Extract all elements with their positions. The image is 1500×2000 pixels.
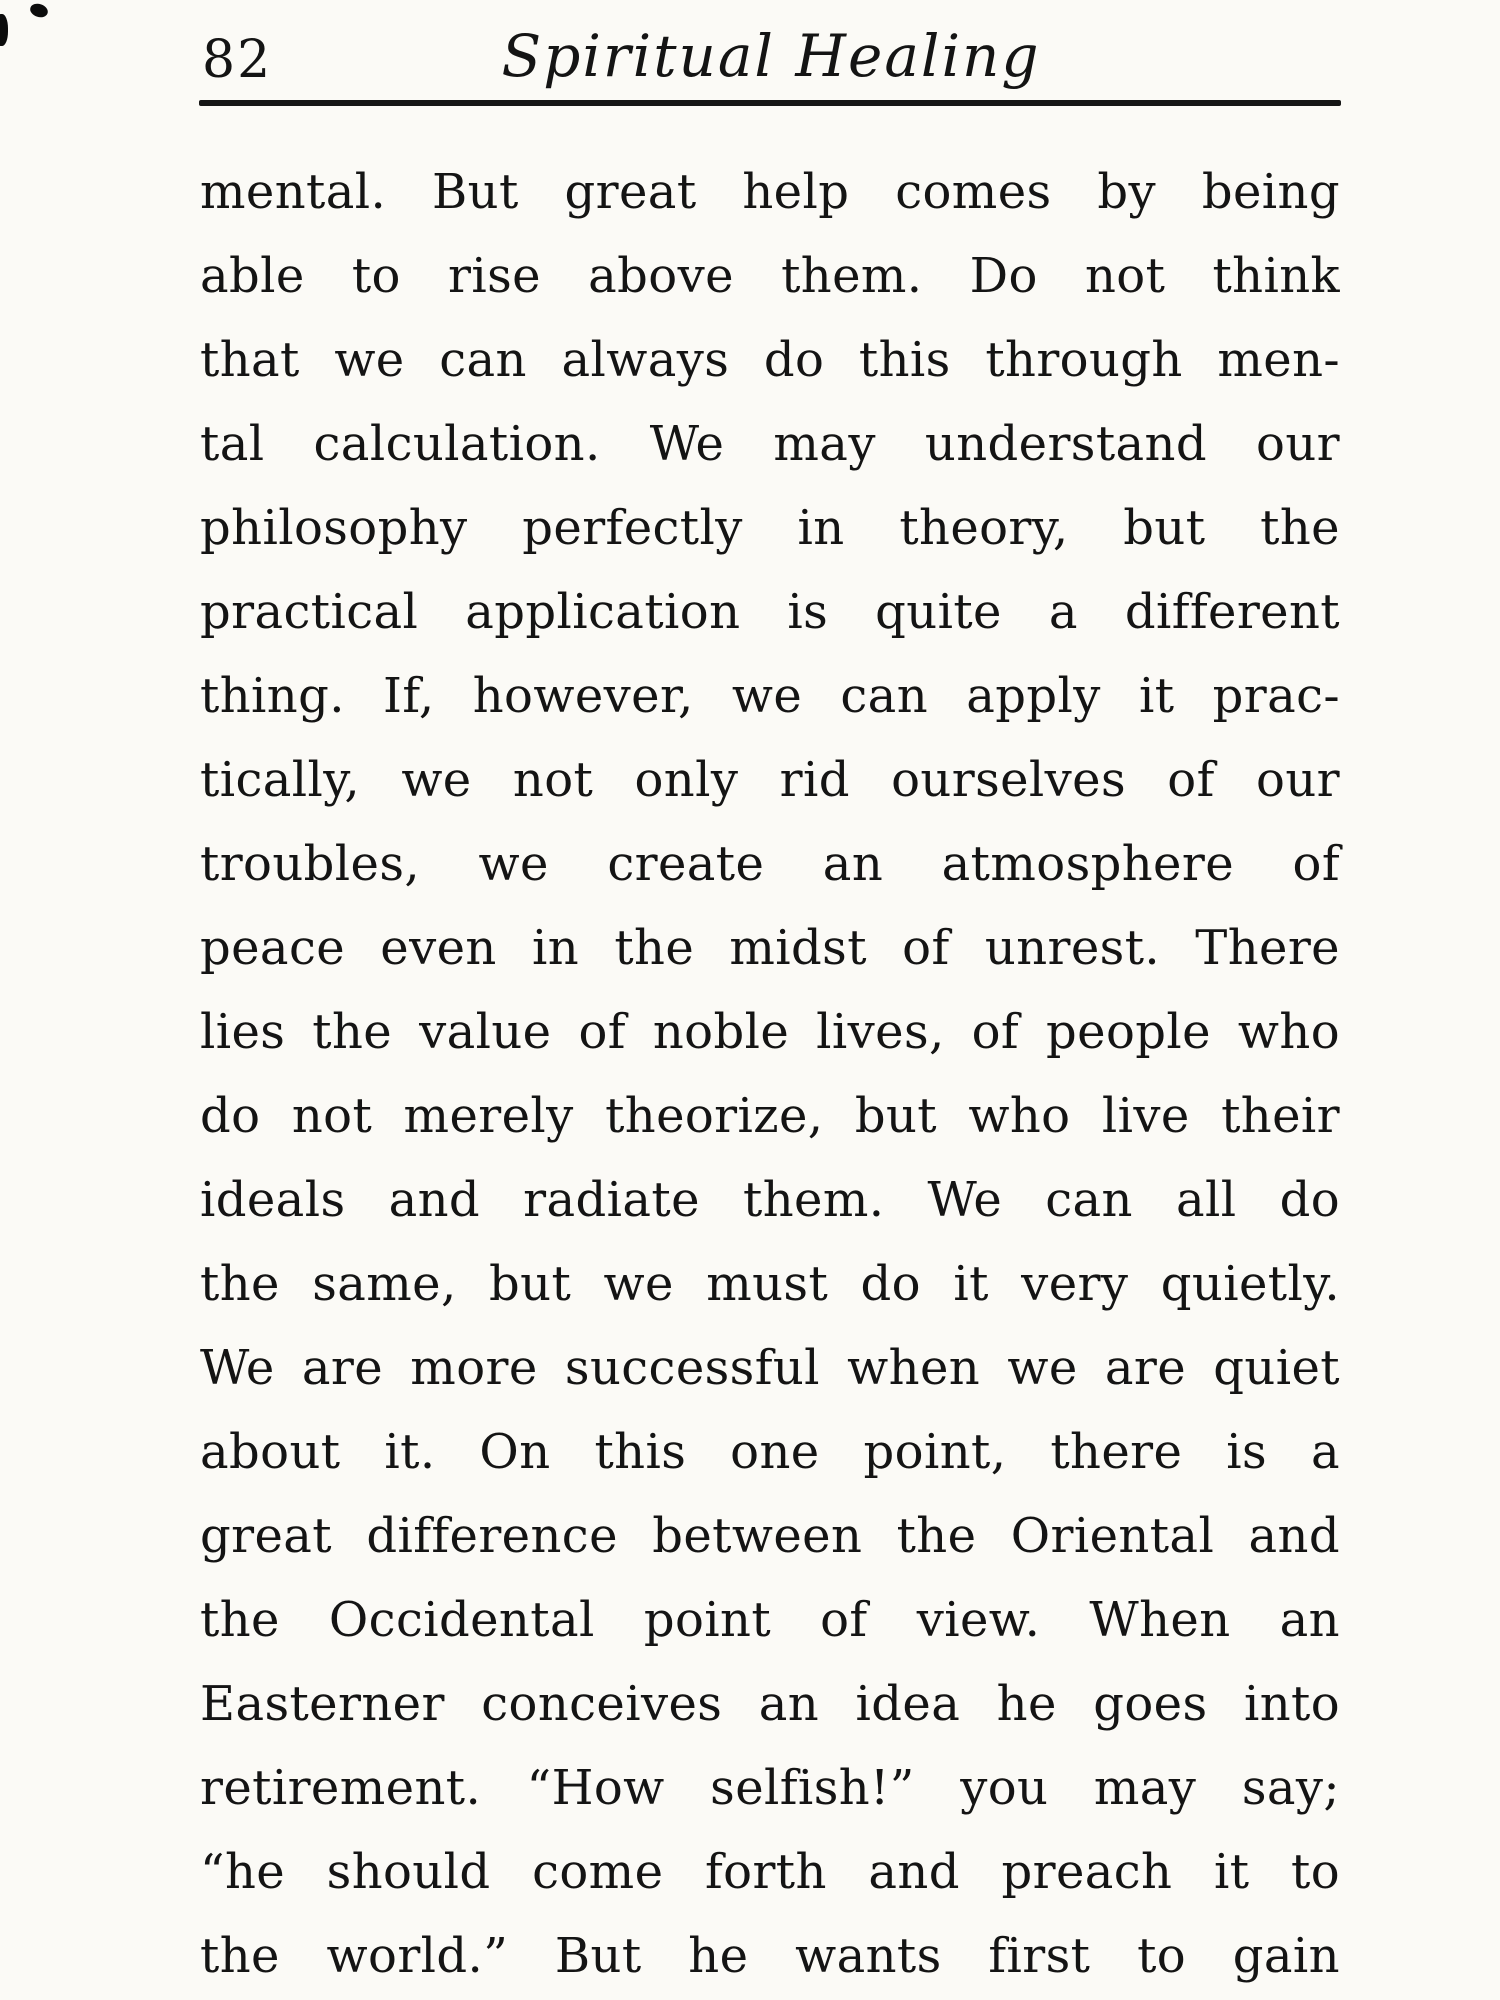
text-line: “he should come forth and preach it to: [200, 1844, 1340, 1900]
text-line: lies the value of noble lives, of people who: [200, 1004, 1340, 1060]
scan-artifact: [28, 2, 49, 20]
text-line: thing. If, however, we can apply it prac-: [200, 668, 1340, 724]
text-line: able to rise above them. Do not think: [200, 248, 1340, 304]
header-title: Spiritual Healing: [501, 22, 1041, 90]
page-body: [200, 150, 1340, 1998]
text-line: philosophy perfectly in theory, but the: [200, 500, 1340, 556]
text-line: do not merely theorize, but who live their: [200, 1088, 1340, 1144]
text-line: Easterner conceives an idea he goes into: [200, 1676, 1340, 1732]
text-line: about it. On this one point, there is a: [200, 1424, 1340, 1480]
text-line: tically, we not only rid ourselves of our: [200, 752, 1340, 808]
text-line: retirement. “How selfish!” you may say;: [200, 1760, 1340, 1816]
page-number: 82: [202, 30, 273, 90]
text-line: practical application is quite a different: [200, 584, 1340, 640]
text-line: the same, but we must do it very quietly.: [200, 1256, 1340, 1312]
text-line: We are more successful when we are quiet: [200, 1340, 1340, 1396]
text-line: that we can always do this through men-: [200, 332, 1340, 388]
text-line: tal calculation. We may understand our: [200, 416, 1340, 472]
running-header: [200, 18, 1342, 98]
text-line: the Occidental point of view. When an: [200, 1592, 1340, 1648]
text-line: peace even in the midst of unrest. There: [200, 920, 1340, 976]
text-line: troubles, we create an atmosphere of: [200, 836, 1340, 892]
text-line: ideals and radiate them. We can all do: [200, 1172, 1340, 1228]
text-line: the world.” But he wants first to gain: [200, 1928, 1340, 1984]
text-line: mental. But great help comes by being: [200, 164, 1340, 220]
scan-artifact: [0, 14, 8, 46]
text-line: great difference between the Oriental and: [200, 1508, 1340, 1564]
header-rule: [199, 100, 1341, 106]
